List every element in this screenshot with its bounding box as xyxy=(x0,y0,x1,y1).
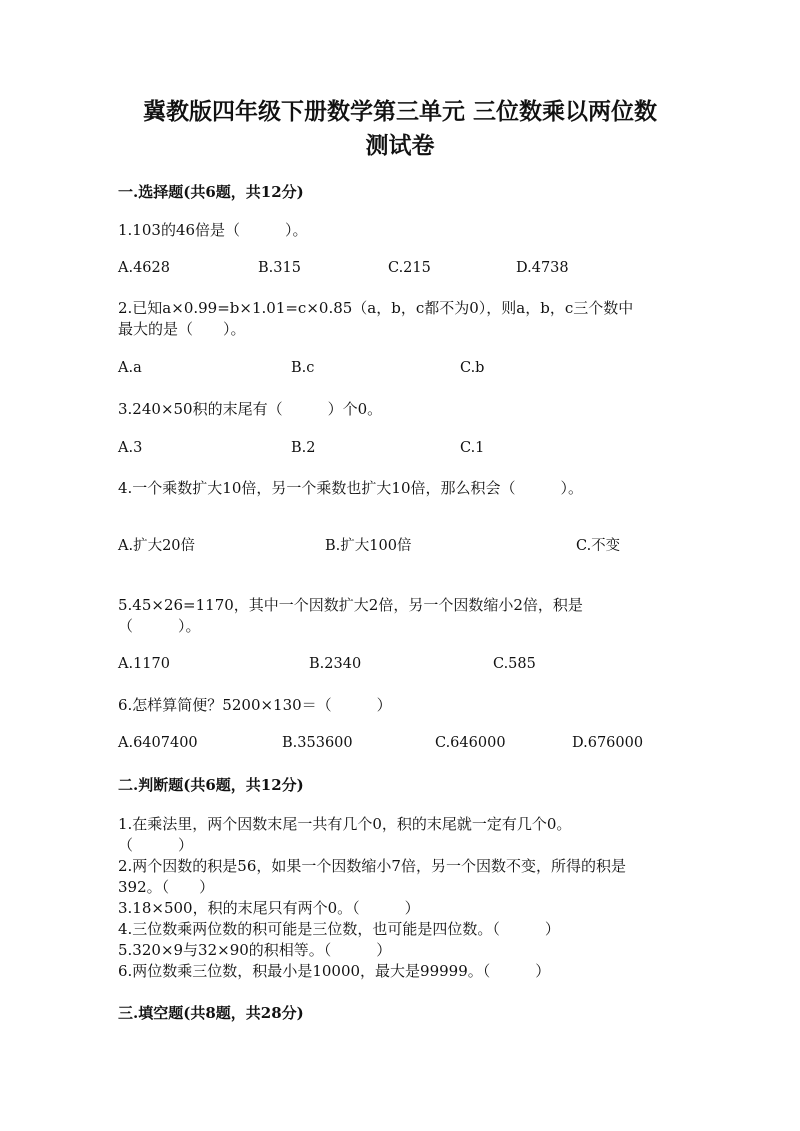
judge-item: 3.18×500，积的末尾只有两个0。（ ） xyxy=(118,899,420,917)
option: C.646000 xyxy=(435,735,506,751)
judge-item: 1.在乘法里，两个因数末尾一共有几个0，积的末尾就一定有几个0。 xyxy=(118,815,572,833)
question-stem-cont: （ ）。 xyxy=(118,617,201,635)
option: C.1 xyxy=(460,440,485,456)
option: B.扩大100倍 xyxy=(325,538,412,554)
judge-item: 4.三位数乘两位数的积可能是三位数，也可能是四位数。（ ） xyxy=(118,920,560,938)
option: B.315 xyxy=(258,260,301,276)
option: C.215 xyxy=(388,260,431,276)
question-stem: 5.45×26=1170，其中一个因数扩大2倍，另一个因数缩小2倍，积是 xyxy=(118,596,583,614)
judge-item: 5.320×9与32×90的积相等。（ ） xyxy=(118,941,392,959)
option: A.扩大20倍 xyxy=(118,538,196,554)
option: B.353600 xyxy=(282,735,353,751)
option: A.3 xyxy=(118,440,143,456)
option: C.585 xyxy=(493,656,536,672)
question-stem: 2.已知a×0.99=b×1.01=c×0.85（a，b，c都不为0），则a，b，c三个数中 xyxy=(118,299,634,317)
option: B.c xyxy=(291,360,315,376)
section-heading-choice: 一.选择题(共6题，共12分) xyxy=(118,183,304,201)
option: A.1170 xyxy=(118,656,170,672)
option: A.6407400 xyxy=(118,735,198,751)
judge-item-cont: （ ） xyxy=(118,836,194,854)
option: C.不变 xyxy=(576,538,621,554)
judge-item: 2.两个因数的积是56，如果一个因数缩小7倍，另一个因数不变，所得的积是 xyxy=(118,857,626,875)
page-title-line2: 测试卷 xyxy=(365,132,435,159)
question-stem: 1.103的46倍是（ ）。 xyxy=(118,221,308,239)
option: B.2 xyxy=(291,440,316,456)
page-title: 冀教版四年级下册数学第三单元 三位数乘以两位数 xyxy=(142,98,657,125)
judge-item-cont: 392。（ ） xyxy=(118,878,215,896)
judge-item: 6.两位数乘三位数，积最小是10000，最大是99999。（ ） xyxy=(118,962,551,980)
option: A.4628 xyxy=(118,260,170,276)
option: C.b xyxy=(460,360,485,376)
question-stem: 3.240×50积的末尾有（ ）个0。 xyxy=(118,400,383,418)
question-stem: 6.怎样算简便？5200×130＝（ ） xyxy=(118,696,392,714)
option: A.a xyxy=(118,360,142,376)
question-stem-cont: 最大的是（ ）。 xyxy=(118,320,246,338)
question-stem: 4.一个乘数扩大10倍，另一个乘数也扩大10倍，那么积会（ ）。 xyxy=(118,479,583,497)
option: D.676000 xyxy=(572,735,644,751)
section-heading-fill: 三.填空题(共8题，共28分) xyxy=(118,1004,304,1022)
option: D.4738 xyxy=(516,260,569,276)
option: B.2340 xyxy=(309,656,362,672)
section-heading-judge: 二.判断题(共6题，共12分) xyxy=(118,776,304,794)
